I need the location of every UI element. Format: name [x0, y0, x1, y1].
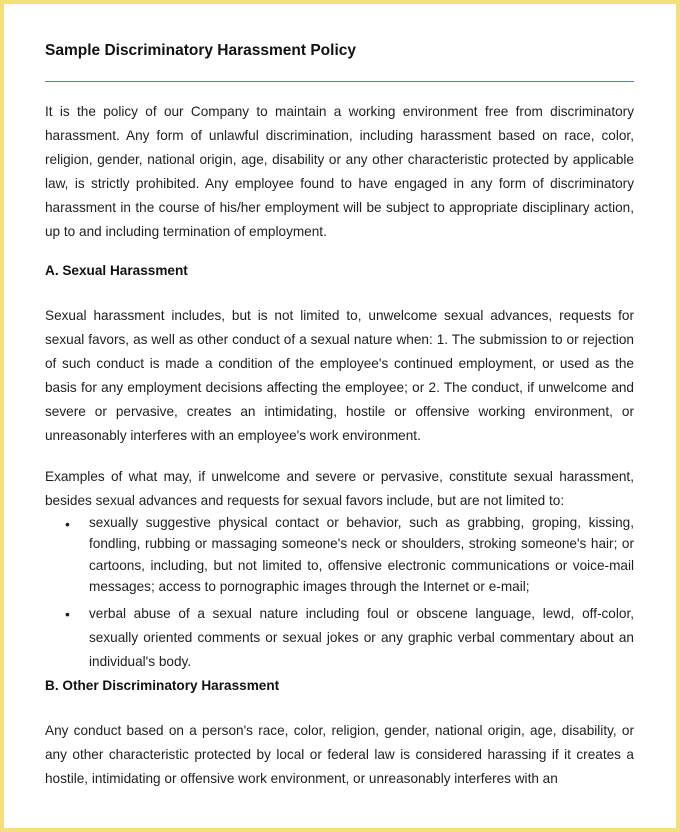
bullet-marker: •: [65, 606, 70, 622]
section-a-heading: A. Sexual Harassment: [45, 263, 188, 278]
examples-intro-paragraph: Examples of what may, if unwelcome and severe or pervasive, constitute sexual harassment, besides sexual advances and requests for sexual favors include, but are not limited to:: [45, 469, 634, 509]
section-a-paragraph: Sexual harassment includes, but is not limited to, unwelcome sexual advances, requests for sexual favors, as well as other conduct of a sexual nature when: 1. The submission to or rejection of such conduct is made a condition of the employee's continued employment, or used as the basis for any employment decisions affecting the employee; or 2. The conduct, if unwelcome and severe or pervasive, creates an intimidating, hostile or offensive working environment, or unreasonably interferes with an employee's work environment.: [45, 308, 634, 444]
section-b-paragraph: Any conduct based on a person's race, color, religion, gender, national origin, age, disability, or any other characteristic protected by local or federal law is considered harassing if it creates a hostile, intimidating or offensive work environment, or unreasonably interferes with an: [45, 723, 634, 787]
bullet-item: verbal abuse of a sexual nature including foul or obscene language, lewd, off-color, sexually oriented comments or sexual jokes or any graphic verbal commentary about an individual's body.: [89, 606, 634, 669]
bullet-item: sexually suggestive physical contact or behavior, such as grabbing, groping, kissing, fondling, rubbing or massaging someone's neck or shoulders, stroking someone's hair; or cartoons, including, but not limited to, offensive electronic communications or voice-mail messages; access to pornographic images through the Internet or e-mail;: [89, 515, 634, 595]
document-title: Sample Discriminatory Harassment Policy: [45, 42, 356, 59]
intro-paragraph: It is the policy of our Company to maintain a working environment free from discriminatory harassment. Any form of unlawful discrimination, including harassment based on race, color, religion, gender, national origin, age, disability or any other characteristic protected by applicable law, is strictly prohibited. Any employee found to have engaged in any form of discriminatory harassment in the course of his/her employment will be subject to appropriate disciplinary action, up to and including termination of employment.: [45, 104, 634, 240]
section-b-heading: B. Other Discriminatory Harassment: [45, 678, 280, 693]
bullet-marker: •: [65, 516, 70, 532]
title-divider: [45, 81, 634, 82]
